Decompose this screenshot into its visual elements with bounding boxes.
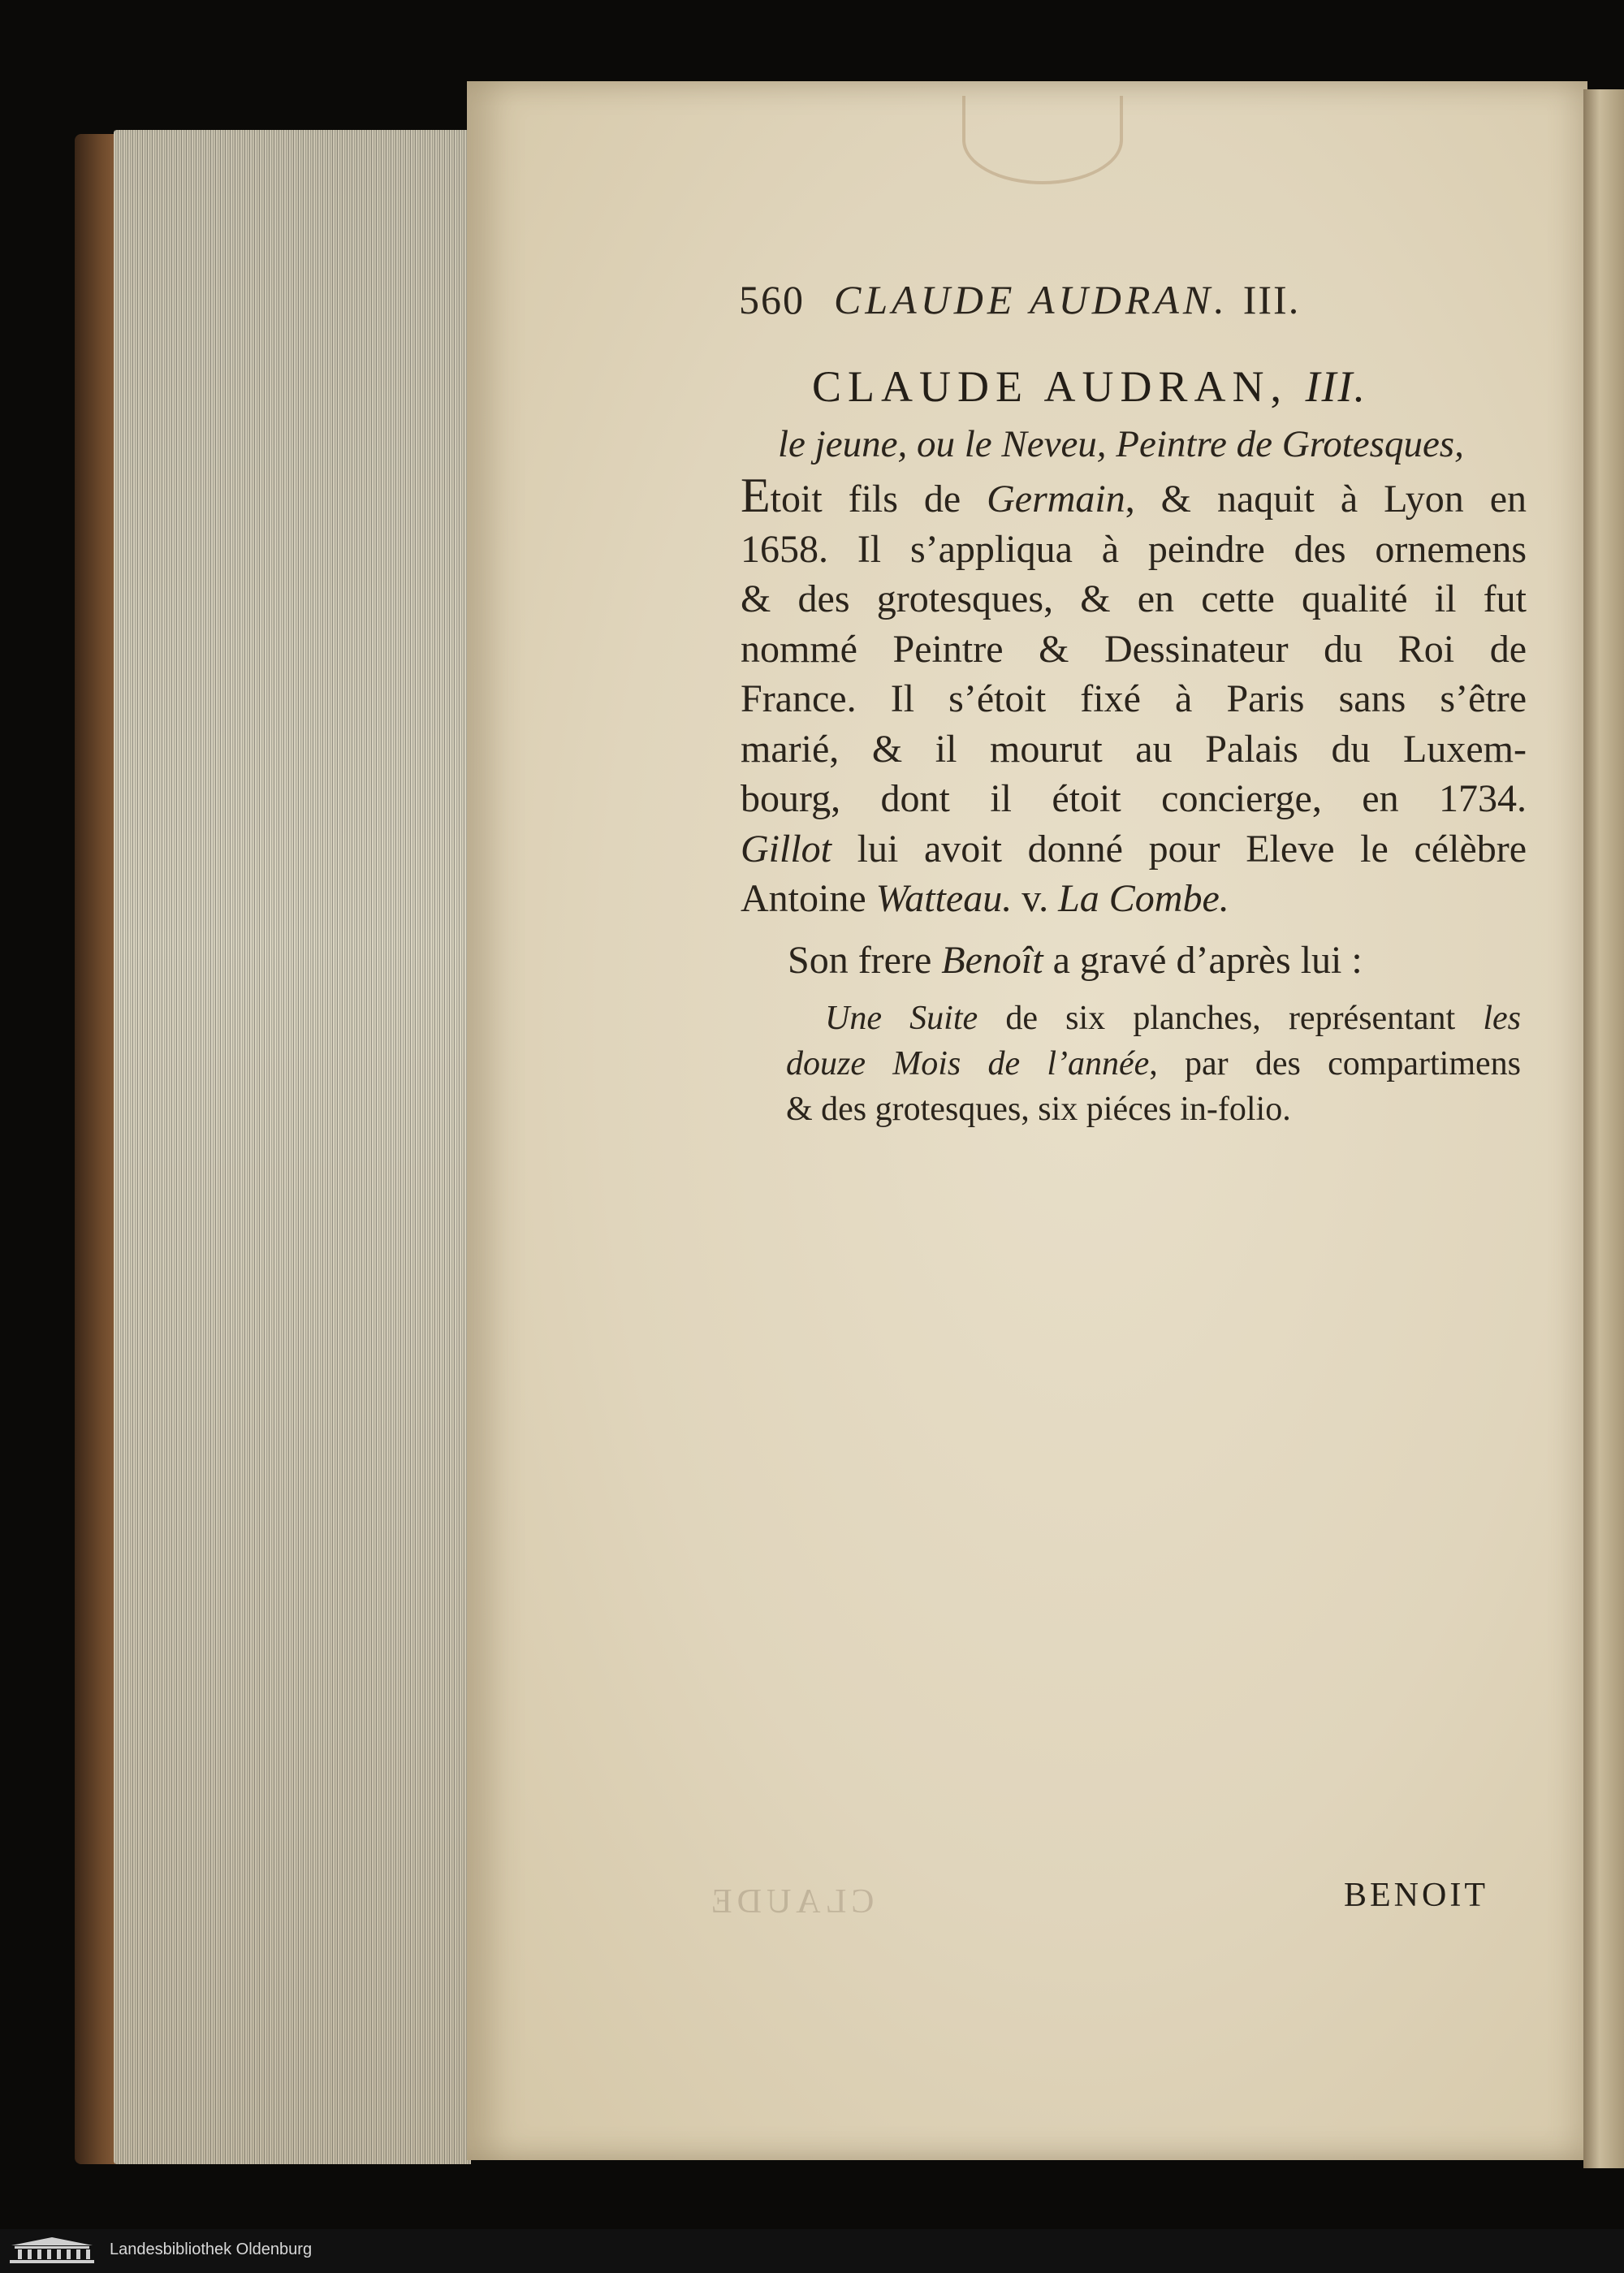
text-line — [786, 1041, 1521, 1087]
text-line — [741, 525, 1527, 575]
text-line — [741, 774, 1527, 824]
entry-title-name: CLAUDE AUDRAN, — [812, 362, 1289, 411]
text-run: Antoine — [741, 877, 876, 920]
water-stain — [962, 96, 1123, 184]
engraver-note — [788, 938, 1363, 983]
italic-text: Benoît — [941, 939, 1043, 982]
book-page-edges — [114, 130, 471, 2164]
entry-title — [812, 361, 1367, 412]
show-through-text: CLAUDE — [706, 1883, 875, 1921]
entry-body — [741, 471, 1527, 924]
text-run: marié, & il mourut au Palais du Luxem- — [741, 727, 1527, 771]
text-run: nommé Peintre & Dessinateur du Roi de — [741, 627, 1527, 671]
text-run: lui avoit donné pour Eleve le célèbre — [831, 827, 1527, 871]
running-head — [739, 276, 1470, 323]
footer-bar — [0, 2229, 1624, 2273]
text-line — [741, 874, 1527, 924]
italic-text: Germain — [987, 478, 1125, 521]
library-name: Landesbibliothek Oldenburg — [110, 2241, 313, 2258]
text-line — [741, 824, 1527, 875]
text-run: de six planches, représentant — [978, 1000, 1484, 1037]
text-run: a gravé d’après lui : — [1043, 939, 1363, 982]
drop-capital: E — [741, 469, 771, 522]
text-run: , par des compartimens — [1149, 1045, 1521, 1082]
italic-text: les — [1483, 1000, 1521, 1037]
text-run: Son frere — [788, 939, 942, 982]
italic-text: La Combe. — [1058, 877, 1229, 920]
text-line — [741, 724, 1527, 775]
text-line — [741, 574, 1527, 624]
text-line — [786, 996, 1521, 1041]
print-list-item — [786, 996, 1521, 1132]
text-run: & des grotesques, & en cette qualité il fut — [741, 577, 1527, 620]
italic-text: Watteau. — [875, 877, 1013, 920]
text-line — [741, 674, 1527, 724]
facing-page-edge — [1583, 89, 1624, 2168]
text-run: & des grotesques, six piéces in-folio. — [786, 1091, 1291, 1128]
text-run: France. Il s’étoit fixé à Paris sans s’être — [741, 677, 1527, 720]
library-building-icon — [8, 2236, 96, 2265]
text-line — [741, 471, 1527, 525]
text-run: , & naquit à Lyon en — [1125, 478, 1527, 521]
text-run: 1658. Il s’appliqua à peindre des ornemens — [741, 527, 1527, 571]
entry-subtitle: le jeune, ou le Neveu, Peintre de Grotesques, — [778, 423, 1464, 465]
text-run: bourg, dont il étoit concierge, en 1734. — [741, 777, 1527, 820]
italic-text: Gillot — [741, 827, 832, 871]
text-line — [786, 1087, 1521, 1132]
italic-text: Une Suite — [825, 1000, 978, 1037]
text-line — [741, 624, 1527, 675]
running-numeral: III. — [1242, 277, 1301, 322]
running-title: CLAUDE AUDRAN. — [834, 277, 1229, 322]
text-run: v. — [1012, 877, 1059, 920]
entry-title-numeral: III. — [1305, 362, 1367, 411]
italic-text: douze Mois de l’année — [786, 1045, 1150, 1082]
page-number: 560 — [739, 277, 805, 322]
text-run: toit fils de — [770, 478, 987, 521]
catchword: BENOIT — [1344, 1877, 1488, 1914]
